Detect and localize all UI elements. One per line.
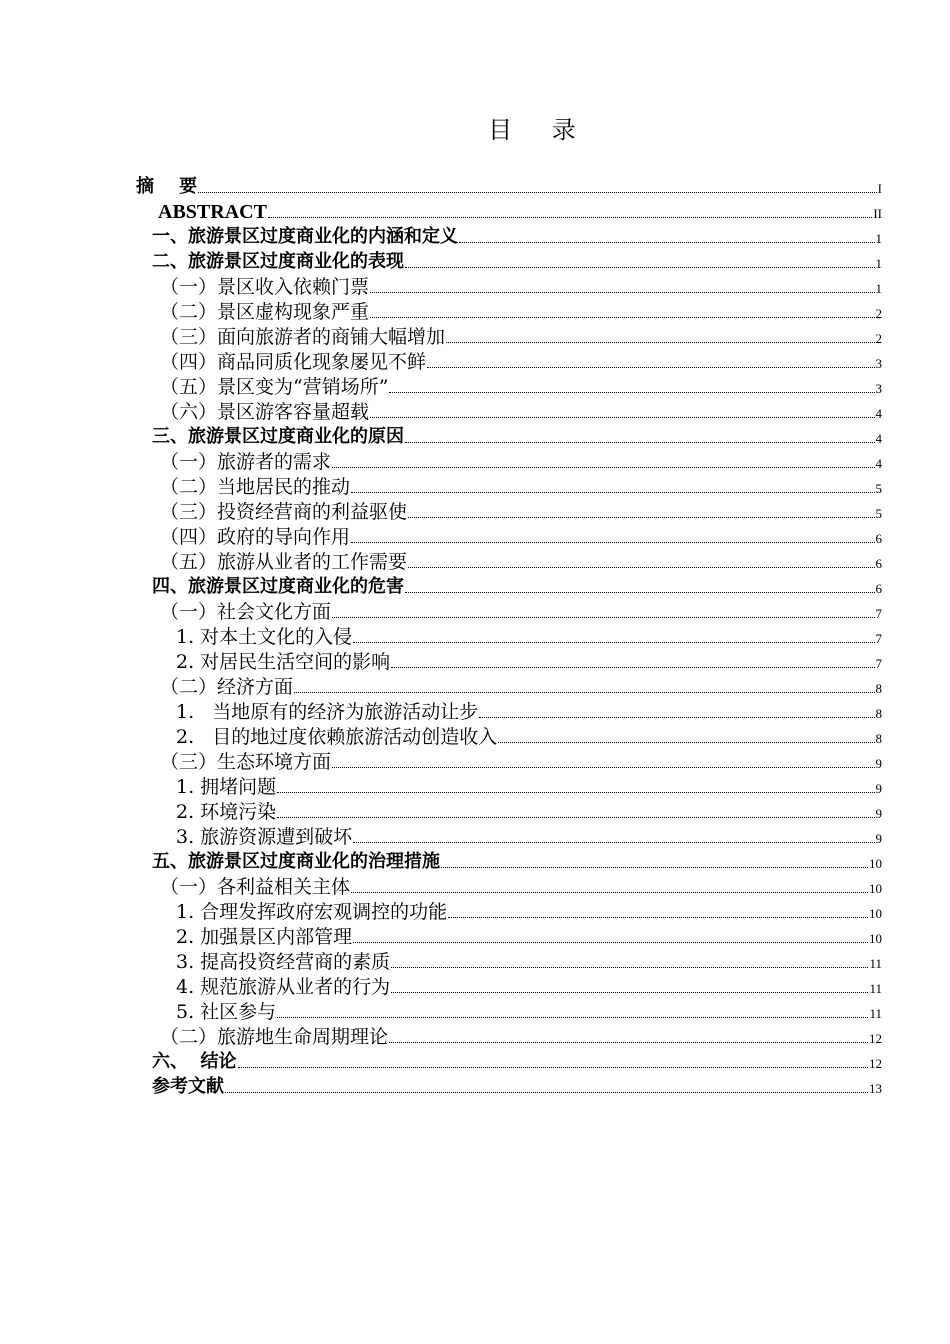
toc-page-number: 4 <box>875 431 882 446</box>
toc-page-number: 7 <box>875 631 882 646</box>
toc-page-number: 10 <box>869 856 882 871</box>
toc-label: （二）景区虚构现象严重 <box>160 301 370 323</box>
toc-leader <box>370 417 874 418</box>
toc-page-number: 8 <box>875 681 882 696</box>
toc-label: （一）各利益相关主体 <box>160 876 351 898</box>
toc-label: 三、旅游景区过度商业化的原因 <box>152 426 404 447</box>
toc-entry-subsection[interactable] <box>176 624 882 648</box>
toc-leader <box>448 917 868 918</box>
toc-label: 1. 合理发挥政府宏观调控的功能 <box>176 901 448 923</box>
toc-label: （一）旅游者的需求 <box>160 451 332 473</box>
toc-label: 四、旅游景区过度商业化的危害 <box>152 576 404 597</box>
toc-label: 1. 当地原有的经济为旅游活动让步 <box>176 701 479 723</box>
toc-label: （二）当地居民的推动 <box>160 476 351 498</box>
toc-leader <box>370 292 874 293</box>
toc-leader <box>198 192 877 193</box>
toc-page-number: 7 <box>875 656 882 671</box>
toc-entry-abstract-cn[interactable] <box>136 174 882 198</box>
toc-entry-section[interactable] <box>160 599 882 623</box>
toc-leader <box>351 492 874 493</box>
toc-leader <box>391 992 868 993</box>
toc-page-number: 2 <box>875 306 882 321</box>
toc-page-number: 5 <box>875 481 882 496</box>
toc-leader <box>277 1017 868 1018</box>
toc-entry-section[interactable] <box>160 449 882 473</box>
toc-label: （四）商品同质化现象屡见不鲜 <box>160 351 427 373</box>
toc-leader <box>277 792 874 793</box>
toc-page-number: 4 <box>875 406 882 421</box>
toc-page-number: 8 <box>875 706 882 721</box>
toc-entry-chapter-2[interactable] <box>152 249 882 273</box>
toc-leader <box>351 542 874 543</box>
toc-entry-section[interactable] <box>160 874 882 898</box>
toc-leader <box>268 217 872 218</box>
toc-leader <box>332 617 874 618</box>
toc-leader <box>479 717 874 718</box>
toc-label: 六、 结论 <box>152 1051 237 1072</box>
toc-page-number: 1 <box>875 256 882 271</box>
toc-label: 二、旅游景区过度商业化的表现 <box>152 251 404 272</box>
toc-label: 摘 要 <box>136 176 198 197</box>
toc-label: 1. 对本土文化的入侵 <box>176 626 353 648</box>
toc-page-number: 6 <box>875 556 882 571</box>
toc-entry-section[interactable] <box>160 274 882 298</box>
toc-entry-chapter-1[interactable] <box>152 224 882 248</box>
toc-label: 1. 拥堵问题 <box>176 776 277 798</box>
toc-leader <box>353 842 874 843</box>
toc-page-number: 8 <box>875 731 882 746</box>
toc-page-number: 6 <box>875 531 882 546</box>
toc-leader <box>408 517 874 518</box>
toc-leader <box>446 342 874 343</box>
toc-label: （四）政府的导向作用 <box>160 526 351 548</box>
toc-entry-subsection[interactable] <box>176 774 882 798</box>
toc-leader <box>351 892 868 893</box>
toc-page-number: 3 <box>875 356 882 371</box>
toc-page-number: 10 <box>869 881 882 896</box>
toc-leader <box>405 267 875 268</box>
toc-entry-section[interactable] <box>160 474 882 498</box>
toc-leader <box>332 467 874 468</box>
toc-label: （一）社会文化方面 <box>160 601 332 623</box>
toc-entry-section[interactable] <box>160 374 882 398</box>
toc-page-number: 9 <box>875 756 882 771</box>
toc-label: （五）景区变为“营销场所” <box>160 376 389 398</box>
toc-page-number: 2 <box>875 331 882 346</box>
toc-leader <box>238 1067 868 1068</box>
toc-label: 五、旅游景区过度商业化的治理措施 <box>152 851 440 872</box>
toc-page-number: 10 <box>869 931 882 946</box>
toc-entry-subsection[interactable] <box>176 699 882 723</box>
toc-entry-subsection[interactable] <box>176 949 882 973</box>
toc-page-number: 1 <box>875 281 882 296</box>
toc-page-number: 12 <box>869 1056 882 1071</box>
toc-leader <box>277 817 874 818</box>
toc-entry-subsection[interactable] <box>176 924 882 948</box>
toc-entry-subsection[interactable] <box>176 824 882 848</box>
toc-label: 5. 社区参与 <box>176 1001 277 1023</box>
toc-leader <box>408 567 874 568</box>
toc-label: （六）景区游客容量超载 <box>160 401 370 423</box>
toc-entry-section[interactable] <box>160 499 882 523</box>
toc-leader <box>294 692 874 693</box>
toc-label: 参考文献 <box>152 1076 224 1097</box>
toc-entry-subsection[interactable] <box>176 799 882 823</box>
toc-label: 3. 提高投资经营商的素质 <box>176 951 391 973</box>
toc-entry-section[interactable] <box>160 549 882 573</box>
toc-page-number: 12 <box>869 1031 882 1046</box>
toc-leader <box>332 767 874 768</box>
toc-page-number: 11 <box>869 1006 882 1021</box>
toc-leader <box>353 642 874 643</box>
toc-page-number: 1 <box>875 231 882 246</box>
toc-leader <box>225 1092 868 1093</box>
toc-entry-section[interactable] <box>160 299 882 323</box>
toc-label: 2. 对居民生活空间的影响 <box>176 651 391 673</box>
toc-page-number: 3 <box>875 381 882 396</box>
toc-entry-subsection[interactable] <box>176 649 882 673</box>
toc-entry-chapter-6[interactable] <box>152 1049 882 1073</box>
toc-page-number: 4 <box>875 456 882 471</box>
toc-page-number: 6 <box>875 581 882 596</box>
toc-page-number: 9 <box>875 806 882 821</box>
toc-page-number: 9 <box>875 781 882 796</box>
toc-page-number: 10 <box>869 906 882 921</box>
toc-label: （三）生态环境方面 <box>160 751 332 773</box>
toc-leader <box>391 967 868 968</box>
toc-label: （三）投资经营商的利益驱使 <box>160 501 408 523</box>
toc-leader <box>353 942 868 943</box>
toc-label: ABSTRACT <box>158 201 267 223</box>
toc-leader <box>405 592 875 593</box>
toc-entry-section[interactable] <box>160 324 882 348</box>
toc-leader <box>459 242 875 243</box>
toc-entry-subsection[interactable] <box>176 724 882 748</box>
toc-entry-subsection[interactable] <box>176 899 882 923</box>
toc-leader <box>370 317 874 318</box>
toc-entry-chapter-5[interactable] <box>152 849 882 873</box>
toc-page-number: I <box>877 181 882 196</box>
toc-label: 2. 环境污染 <box>176 801 277 823</box>
toc-entry-references[interactable] <box>152 1074 882 1098</box>
toc-leader <box>405 442 875 443</box>
toc-leader <box>391 667 874 668</box>
toc-leader <box>441 867 868 868</box>
toc-label: （二）经济方面 <box>160 676 294 698</box>
toc-entry-section[interactable] <box>160 349 882 373</box>
toc-label: 2. 目的地过度依赖旅游活动创造收入 <box>176 726 498 748</box>
toc-label: （一）景区收入依赖门票 <box>160 276 370 298</box>
toc-entry-subsection[interactable] <box>176 974 882 998</box>
toc-entry-abstract-en[interactable] <box>158 199 882 223</box>
toc-page-number: 11 <box>869 956 882 971</box>
toc-entry-chapter-3[interactable] <box>152 424 882 448</box>
toc-leader <box>389 1042 868 1043</box>
toc-page-number: 9 <box>875 831 882 846</box>
toc-entry-section[interactable] <box>160 749 882 773</box>
toc-entry-section[interactable] <box>160 1024 882 1048</box>
toc-page-number: 5 <box>875 506 882 521</box>
toc-page-number: II <box>873 206 882 221</box>
toc-page-number: 7 <box>875 606 882 621</box>
toc-label: 一、旅游景区过度商业化的内涵和定义 <box>152 226 458 247</box>
toc-leader <box>389 392 874 393</box>
toc-page-number: 13 <box>869 1081 882 1096</box>
toc-entry-section[interactable] <box>160 399 882 423</box>
toc-entry-chapter-4[interactable] <box>152 574 882 598</box>
toc-entry-subsection[interactable] <box>176 999 882 1023</box>
toc-entry-section[interactable] <box>160 524 882 548</box>
toc-label: （二）旅游地生命周期理论 <box>160 1026 389 1048</box>
toc-leader <box>498 742 874 743</box>
toc-label: （五）旅游从业者的工作需要 <box>160 551 408 573</box>
toc-label: 2. 加强景区内部管理 <box>176 926 353 948</box>
toc-label: 3. 旅游资源遭到破坏 <box>176 826 353 848</box>
toc-entry-section[interactable] <box>160 674 882 698</box>
toc-label: （三）面向旅游者的商铺大幅增加 <box>160 326 446 348</box>
toc-leader <box>427 367 874 368</box>
toc-label: 4. 规范旅游从业者的行为 <box>176 976 391 998</box>
toc-page-number: 11 <box>869 981 882 996</box>
toc-title: 目 录 <box>488 116 592 144</box>
